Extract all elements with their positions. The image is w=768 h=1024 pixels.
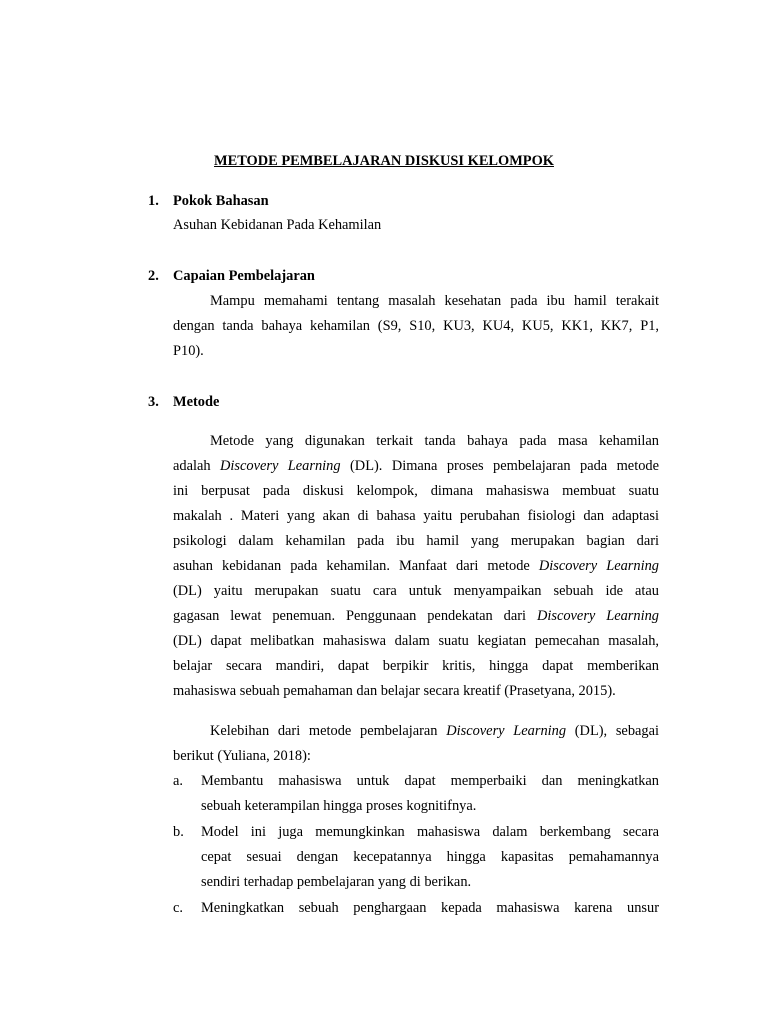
text-run: (DL), sebagai — [566, 723, 659, 739]
section-title: Capaian Pembelajaran — [173, 268, 315, 284]
paragraph-line: (DL) dapat melibatkan mahasiswa dalam suatu kegiatan pemecahan masalah, — [173, 633, 659, 649]
paragraph-line: dengan tanda bahaya kehamilan (S9, S10, KU3, KU4, KU5, KK1, KK7, P1, — [173, 318, 659, 334]
paragraph-line: ini berpusat pada diskusi kelompok, dimana mahasiswa membuat suatu — [173, 483, 659, 499]
section-2-heading — [148, 266, 315, 286]
list-line: Membantu mahasiswa untuk dapat memperbaiki dan meningkatkan — [201, 773, 659, 789]
section-title: Pokok Bahasan — [173, 193, 269, 209]
italic-term: Discovery Learning — [446, 723, 567, 739]
text-run: Kelebihan dari metode pembelajaran — [210, 723, 447, 739]
paragraph-line — [173, 554, 659, 579]
text-run: (DL). Dimana proses pembelajaran pada metode — [340, 458, 659, 474]
list-line: cepat sesuai dengan kecepatannya hingga kapasitas pemahamannya — [201, 849, 659, 865]
section-number: 2. — [148, 268, 159, 284]
section-1-heading — [148, 191, 269, 211]
paragraph-line: mahasiswa sebuah pemahaman dan belajar secara kreatif (Prasetyana, 2015). — [173, 683, 616, 699]
text-run: adalah — [173, 458, 220, 474]
list-marker: c. — [173, 900, 183, 916]
list-line: Model ini juga memungkinkan mahasiswa dalam berkembang secara — [201, 824, 659, 840]
section-number: 3. — [148, 394, 159, 410]
list-line: sendiri terhadap pembelajaran yang di berikan. — [201, 874, 472, 890]
italic-term: Discovery Learning — [538, 558, 659, 574]
document-title: METODE PEMBELAJARAN DISKUSI KELOMPOK — [214, 153, 554, 169]
text-run: gagasan lewat penemuan. Penggunaan pendekatan dari — [173, 608, 537, 624]
paragraph-line — [173, 604, 659, 629]
text-run: asuhan kebidanan pada kehamilan. Manfaat dari metode — [173, 558, 539, 574]
paragraph-line — [173, 719, 659, 744]
paragraph-line: psikologi dalam kehamilan pada ibu hamil yang merupakan bagian dari — [173, 533, 659, 549]
section-number: 1. — [148, 193, 159, 209]
paragraph-line: belajar secara mandiri, dapat berpikir kritis, hingga dapat memberikan — [173, 658, 659, 674]
list-marker: b. — [173, 824, 184, 840]
section-1-body: Asuhan Kebidanan Pada Kehamilan — [173, 217, 382, 233]
list-line: Meningkatkan sebuah penghargaan kepada mahasiswa karena unsur — [201, 900, 659, 916]
italic-term: Discovery Learning — [536, 608, 659, 624]
list-marker: a. — [173, 773, 183, 789]
italic-term: Discovery Learning — [220, 458, 341, 474]
paragraph-line: P10). — [173, 343, 204, 359]
paragraph-line: berikut (Yuliana, 2018): — [173, 748, 311, 764]
list-line: sebuah keterampilan hingga proses kognitifnya. — [201, 798, 477, 814]
section-3-heading — [148, 392, 219, 412]
paragraph-line: Metode yang digunakan terkait tanda bahaya pada masa kehamilan — [210, 433, 659, 449]
section-title: Metode — [173, 394, 220, 410]
paragraph-line: Mampu memahami tentang masalah kesehatan pada ibu hamil terakait — [210, 293, 659, 309]
paragraph-line — [173, 454, 659, 479]
paragraph-line: makalah . Materi yang akan di bahasa yaitu perubahan fisiologi dan adaptasi — [173, 508, 659, 524]
paragraph-line: (DL) yaitu merupakan suatu cara untuk menyampaikan sebuah ide atau — [173, 583, 659, 599]
